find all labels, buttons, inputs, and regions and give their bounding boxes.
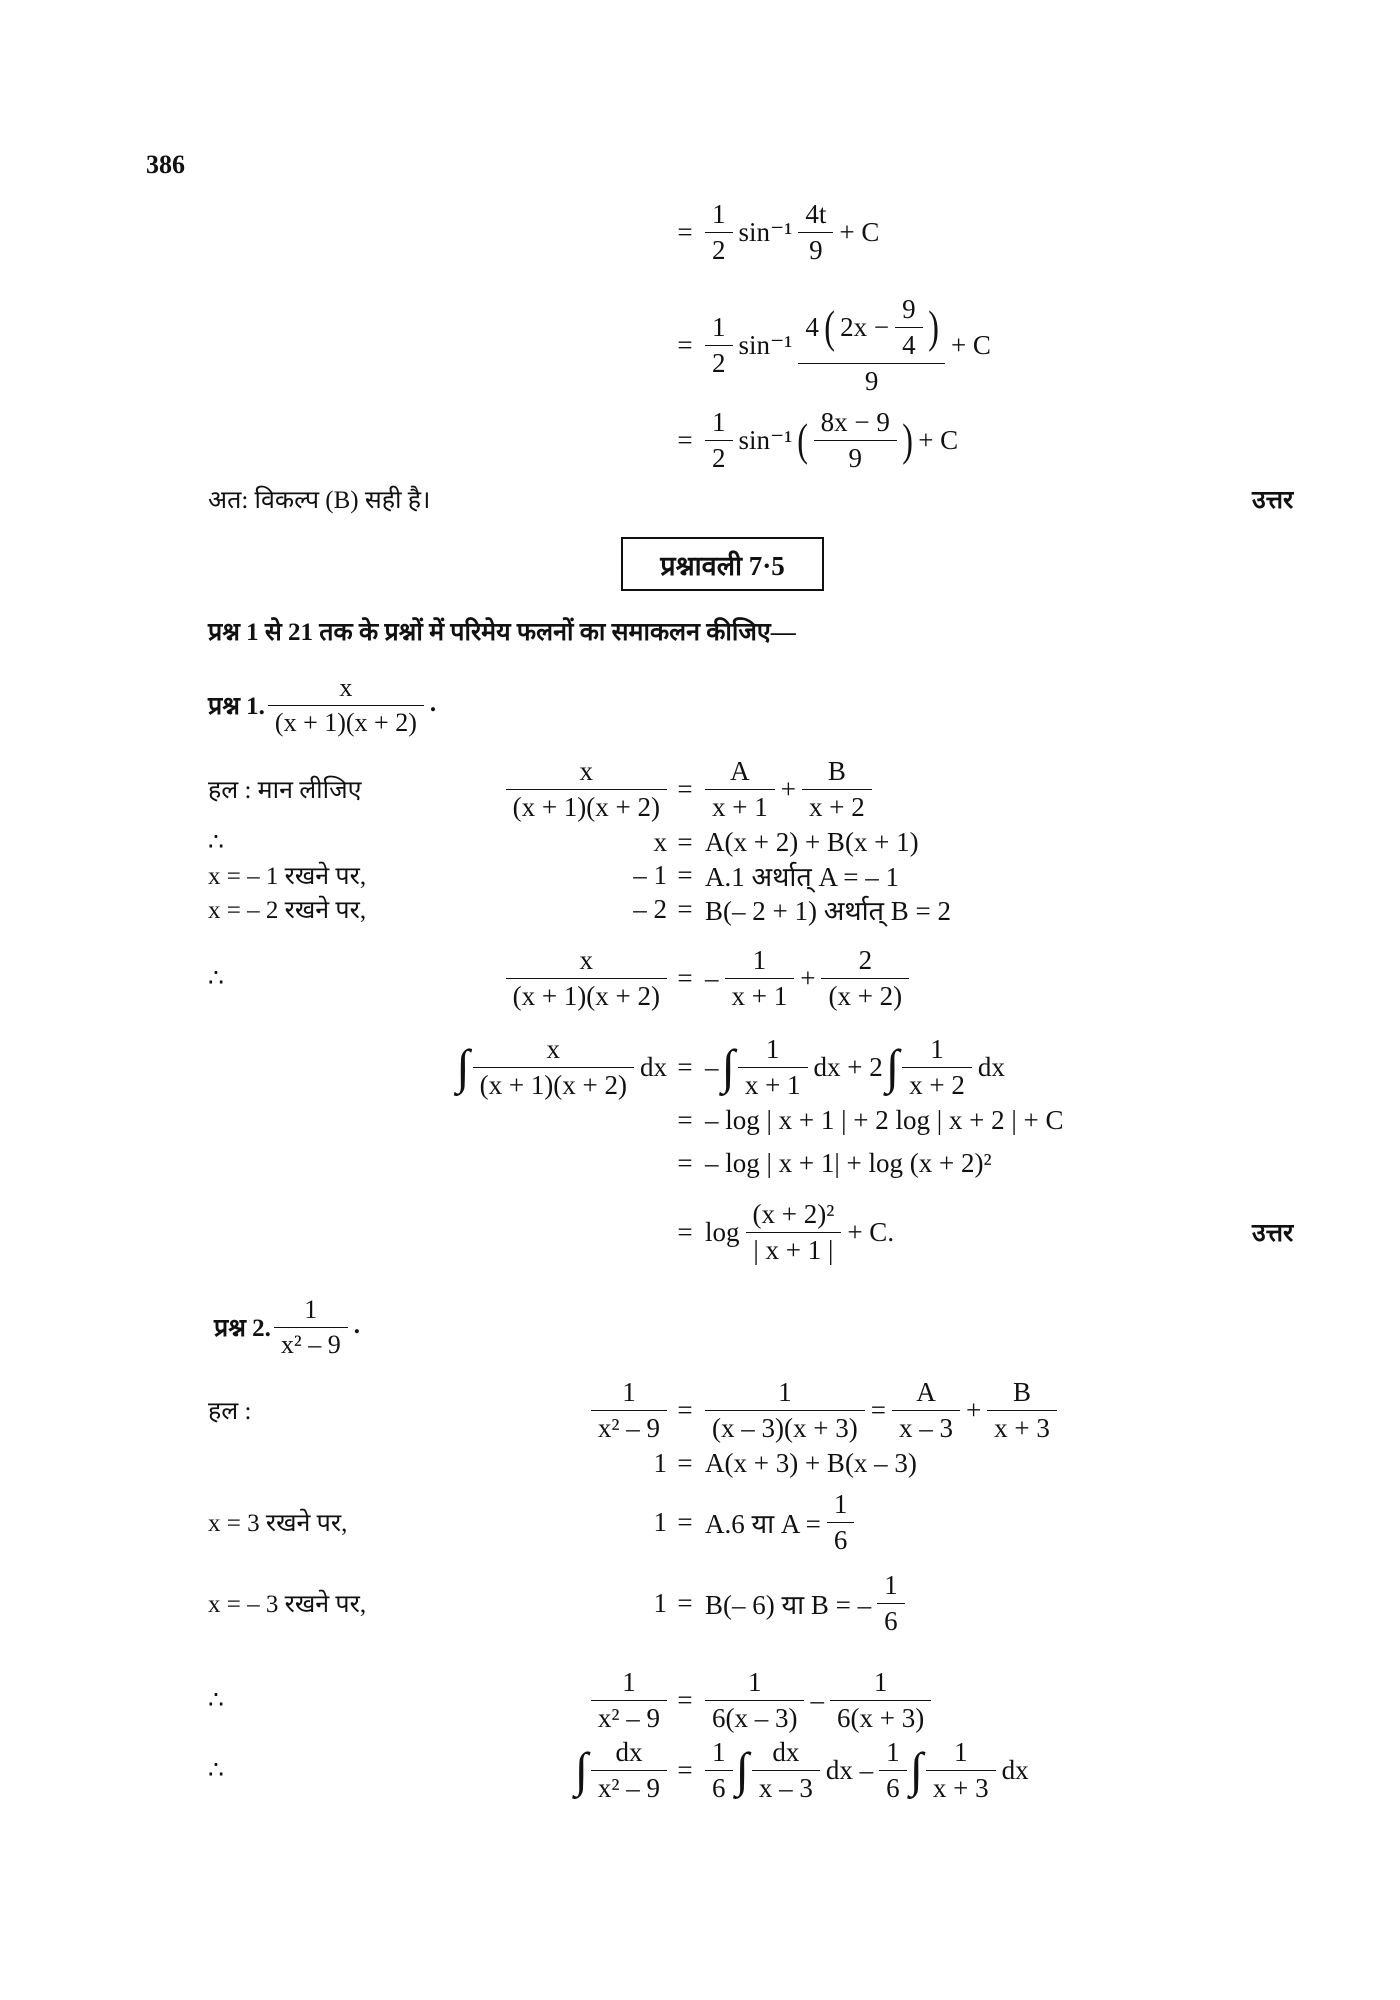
numerator	[814, 407, 897, 440]
math-text: x + 3	[932, 1772, 989, 1803]
math-text: x – 3	[758, 1772, 813, 1803]
equals-sign: =	[677, 216, 693, 247]
question-expression	[265, 673, 439, 738]
denominator	[926, 1770, 996, 1804]
math-text: x² – 9	[597, 1702, 660, 1733]
math-text: + C	[839, 216, 880, 247]
conclusion-text: अत: विकल्प (B) सही है।	[208, 487, 431, 514]
math-text: B(– 2 + 1) अर्थात् B = 2	[705, 895, 951, 926]
math-text: – log | x + 1| + log (x + 2)²	[705, 1147, 992, 1178]
fraction	[879, 1737, 907, 1804]
equals-sign: =	[677, 1051, 693, 1082]
math-text: 1	[622, 1666, 636, 1697]
math-text: 6(x – 3)	[712, 1702, 798, 1733]
math-text: log	[705, 1216, 740, 1247]
equation-rhs	[702, 380, 961, 500]
equation-rhs	[702, 1172, 897, 1292]
denominator	[591, 1770, 667, 1804]
math-text: .	[353, 1311, 360, 1339]
math-text: B	[827, 755, 846, 786]
math-text: (x – 3)(x + 3)	[712, 1412, 858, 1443]
parenthesized-group	[822, 294, 941, 361]
row-label: हल :	[208, 1398, 252, 1425]
denominator	[705, 345, 733, 379]
equals-sign: =	[677, 773, 693, 804]
question-label: प्रश्न 1.	[208, 693, 265, 720]
math-text: A	[916, 1376, 936, 1407]
denominator	[879, 1770, 907, 1804]
numerator	[798, 294, 945, 363]
math-text: x² – 9	[597, 1412, 660, 1443]
equals-sign: =	[677, 859, 693, 890]
numerator	[877, 1570, 905, 1603]
math-text: 6	[833, 1524, 848, 1555]
math-text: 4	[902, 329, 916, 360]
exercise-title: प्रश्नावली 7·5	[621, 537, 824, 591]
answer-label: उत्तर	[1252, 487, 1294, 514]
math-text: 1	[304, 1294, 318, 1324]
math-text: – 1	[633, 859, 667, 890]
equation-row	[0, 172, 1400, 292]
math-text: 2	[858, 944, 873, 975]
math-text: x + 2	[808, 791, 865, 822]
fraction	[705, 199, 733, 266]
math-text: +	[800, 962, 816, 993]
numerator	[573, 945, 601, 978]
math-text: 4t	[805, 198, 827, 229]
fraction	[705, 312, 733, 379]
numerator	[705, 407, 733, 440]
math-text: x	[653, 826, 667, 857]
equals-sign: =	[677, 962, 693, 993]
fraction	[591, 1737, 667, 1804]
numerator	[705, 312, 733, 345]
math-text: B	[1013, 1376, 1032, 1407]
math-text: A.1 अर्थात् A = – 1	[705, 861, 899, 892]
row-label: x = – 2 रखने पर,	[208, 897, 367, 924]
math-text: – log | x + 1 | + 2 log | x + 2 | + C	[705, 1104, 1064, 1135]
math-text: x	[546, 1033, 561, 1064]
math-text: dx	[977, 1051, 1005, 1082]
equals-sign: =	[677, 1104, 693, 1135]
math-text: (x + 1)(x + 2)	[274, 707, 417, 737]
solution-row	[0, 1710, 1400, 1830]
math-text: x	[339, 672, 353, 702]
fraction	[814, 407, 897, 474]
row-label: ∴	[208, 1757, 224, 1784]
numerator	[947, 1737, 975, 1770]
numerator	[895, 294, 923, 327]
math-text: 1	[712, 311, 726, 342]
math-text: x² – 9	[280, 1329, 341, 1359]
math-text: x + 1	[712, 791, 768, 822]
denominator	[752, 1770, 820, 1804]
math-text: –	[810, 1684, 824, 1715]
denominator	[877, 1603, 905, 1637]
integral-sign: ∫	[735, 1742, 749, 1797]
math-text: x	[579, 944, 594, 975]
solution-row	[0, 1172, 1400, 1292]
math-text: A.6 या A =	[705, 1508, 821, 1539]
row-label: x = – 1 रखने पर,	[208, 863, 367, 890]
math-text: 8x − 9	[820, 406, 890, 437]
math-text: (x + 1)(x + 2)	[512, 791, 660, 822]
fraction	[746, 1199, 842, 1266]
numerator	[827, 1489, 855, 1522]
math-text: 1	[747, 1666, 762, 1697]
question-label: प्रश्न 2.	[214, 1315, 271, 1342]
math-text: x² – 9	[597, 1772, 660, 1803]
row-label: ∴	[208, 1687, 224, 1714]
fraction	[725, 945, 795, 1012]
fraction	[705, 407, 733, 474]
math-text: | x + 1 |	[753, 1234, 834, 1265]
equals-sign: =	[677, 1587, 693, 1618]
integral-sign: ∫	[885, 1039, 900, 1094]
left-paren: (	[824, 301, 835, 353]
math-text: 4	[805, 311, 819, 342]
math-text: x + 2	[909, 1069, 965, 1100]
fraction	[506, 945, 667, 1012]
instruction-text: प्रश्न 1 से 21 तक के प्रश्नों में परिमेय फलनों का समाकलन कीजिए—	[208, 619, 796, 646]
fraction	[877, 1570, 905, 1637]
math-text: 1	[778, 1376, 792, 1407]
math-text: dx	[772, 1736, 800, 1767]
math-text: 1	[653, 1447, 667, 1478]
equals-sign: =	[677, 1147, 693, 1178]
fraction	[798, 199, 833, 266]
row-label: x = 3 रखने पर,	[208, 1510, 348, 1537]
equals-sign: =	[677, 893, 693, 924]
denominator	[705, 440, 733, 474]
right-paren: )	[902, 414, 913, 466]
math-text: 1	[833, 1488, 848, 1519]
denominator	[895, 327, 923, 361]
numerator	[852, 945, 880, 978]
math-text: 1	[712, 1736, 726, 1767]
denominator	[746, 1232, 842, 1266]
math-text: 6	[712, 1772, 726, 1803]
math-text: 6	[886, 1772, 900, 1803]
numerator	[746, 945, 774, 978]
math-text: x + 1	[744, 1069, 801, 1100]
math-text: dx –	[825, 1754, 874, 1785]
equals-sign: =	[677, 1506, 693, 1537]
math-text: 1	[930, 1033, 944, 1064]
answer-label: उत्तर	[1252, 1220, 1294, 1247]
math-text: +	[965, 1394, 982, 1425]
math-text: sin⁻¹	[738, 329, 793, 360]
fraction	[705, 1737, 733, 1804]
denominator	[705, 1770, 733, 1804]
math-text: 2	[712, 234, 726, 265]
math-text: x + 3	[994, 1412, 1050, 1443]
integral-sign: ∫	[574, 1742, 588, 1797]
row-label: ∴	[208, 829, 224, 856]
math-text: (x + 2)²	[752, 1198, 835, 1229]
equals-sign: =	[677, 1754, 693, 1785]
denominator	[814, 440, 897, 474]
equation-lhs	[575, 1710, 670, 1830]
row-label: हल : मान लीजिए	[208, 777, 362, 804]
math-text: sin⁻¹	[738, 216, 793, 247]
math-text: (x + 1)(x + 2)	[512, 980, 660, 1011]
row-label: ∴	[208, 965, 224, 992]
numerator	[867, 1667, 895, 1700]
math-text: + C	[918, 424, 959, 455]
integral-sign: ∫	[721, 1039, 735, 1094]
math-text: x	[579, 755, 594, 786]
fraction	[752, 1737, 820, 1804]
math-text: sin⁻¹	[738, 424, 793, 455]
numerator	[879, 1737, 907, 1770]
equals-sign: =	[677, 826, 693, 857]
math-text: 1	[653, 1587, 667, 1618]
math-text: 1	[622, 1376, 636, 1407]
integral-sign: ∫	[456, 1039, 470, 1094]
math-text: 1	[873, 1666, 888, 1697]
fraction	[895, 294, 923, 361]
math-text: 1	[765, 1033, 780, 1064]
fraction	[821, 945, 909, 1012]
row-label: x = – 3 रखने पर,	[208, 1591, 367, 1618]
math-text: B(– 6) या B = –	[705, 1589, 872, 1620]
equals-sign: =	[677, 1394, 693, 1425]
math-text: x + 1	[731, 980, 788, 1011]
math-text: dx	[1001, 1754, 1029, 1785]
math-text: (x + 2)	[828, 980, 903, 1011]
math-text: A	[730, 755, 750, 786]
right-paren: )	[927, 301, 939, 353]
math-text: + C	[950, 329, 991, 360]
math-text: 1	[884, 1569, 898, 1600]
math-text: –	[705, 1051, 719, 1082]
denominator	[798, 232, 833, 266]
numerator	[297, 1295, 324, 1327]
numerator	[705, 1737, 733, 1770]
math-text: 9	[902, 293, 916, 324]
math-text: A(x + 3) + B(x – 3)	[705, 1447, 917, 1478]
math-text: 9	[848, 442, 863, 473]
left-paren: (	[797, 414, 809, 466]
math-text: A(x + 2) + B(x + 1)	[705, 826, 919, 857]
math-text: dx	[615, 1736, 643, 1767]
math-text: .	[429, 689, 437, 717]
math-text: 1	[653, 1506, 667, 1537]
math-text: =	[870, 1394, 886, 1425]
math-text: 9	[809, 234, 823, 265]
math-text: 2	[712, 442, 726, 473]
numerator	[765, 1737, 806, 1770]
equals-sign: =	[677, 329, 693, 360]
math-text: x – 3	[898, 1412, 953, 1443]
math-text: dx + 2	[813, 1051, 883, 1082]
fraction	[268, 673, 424, 738]
math-text: 1	[712, 198, 726, 229]
numerator	[608, 1737, 649, 1770]
numerator	[746, 1199, 842, 1232]
math-text: +	[780, 773, 796, 804]
page-number: 386	[146, 150, 185, 179]
fraction	[926, 1737, 996, 1804]
integral-sign: ∫	[909, 1742, 923, 1797]
math-text: 1	[886, 1736, 900, 1767]
math-text: (x + 1)(x + 2)	[479, 1069, 627, 1100]
math-text: 2x −	[840, 311, 890, 342]
math-text: 9	[864, 365, 879, 396]
math-text: dx	[640, 1051, 667, 1082]
equals-sign: =	[677, 424, 693, 455]
numerator	[741, 1667, 769, 1700]
equation-rhs	[702, 1710, 1032, 1830]
equals-sign: =	[677, 1684, 693, 1715]
math-text: 1	[752, 944, 767, 975]
denominator	[705, 232, 733, 266]
math-text: 6	[884, 1605, 898, 1636]
math-text: – 2	[633, 893, 667, 924]
math-text: 1	[712, 406, 726, 437]
math-text: 6(x + 3)	[836, 1702, 925, 1733]
numerator	[332, 673, 359, 705]
equation-rhs	[702, 172, 882, 292]
math-text: + C.	[847, 1216, 895, 1247]
equals-sign: =	[677, 1216, 693, 1247]
numerator	[705, 199, 733, 232]
math-text: 1	[953, 1736, 968, 1767]
math-text: –	[705, 962, 719, 993]
numerator	[798, 199, 833, 232]
numerator	[615, 1667, 643, 1700]
parenthesized-group	[795, 407, 915, 474]
equals-sign: =	[677, 1447, 693, 1478]
math-text: 2	[712, 347, 726, 378]
